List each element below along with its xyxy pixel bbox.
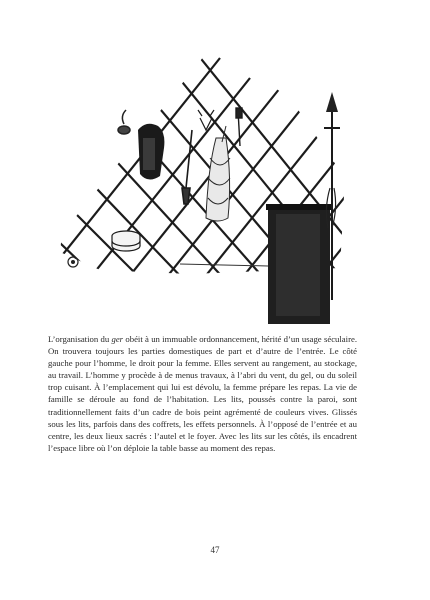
paragraph-rest: obéit à un immuable ordonnancement, hérité d’un usage séculaire. On trouvera toujours les parties domestiques de part et d’autre de l’entrée. Le côté gauche pour l’homme, le droit pour la femme. Elles servent au rangement, au stockage, au travail. L’homme y procède à de menus travaux, à l’abri du vent, du gel, ou du soleil trop cuisant. À l’emplacement qui lui est dévolu, la femme prépare les repas. La vie de famille se déroule au fond de l’habitation. Les lits, poussés contre la paroi, sont traditionnellement faits d’un cadre de bois peint agrémenté de couleurs vives. Glissés sous les lits, parfois dans des coffrets, les effets personnels. À l’opposé de l’entrée et au centre, les deux lieux sacrés : l’autel et le foyer. Avec les lits sur les côtés, ils encadrent l’espace libre où l’on déploie la table basse au moment des repas. xyxy=(48,334,357,453)
term-ger: ger xyxy=(111,334,124,344)
painted-chest xyxy=(266,204,332,324)
paragraph-lead: L’organisation du xyxy=(48,334,112,344)
coiled-basket xyxy=(112,231,140,251)
hanging-garment xyxy=(206,126,230,221)
yurt-interior-illustration xyxy=(40,38,370,328)
floor-line xyxy=(180,264,268,266)
hanging-ladle xyxy=(118,110,130,134)
hanging-bag xyxy=(138,124,164,180)
body-paragraph xyxy=(48,333,357,454)
round-ornament xyxy=(68,257,78,267)
page-number: 47 xyxy=(210,545,220,555)
